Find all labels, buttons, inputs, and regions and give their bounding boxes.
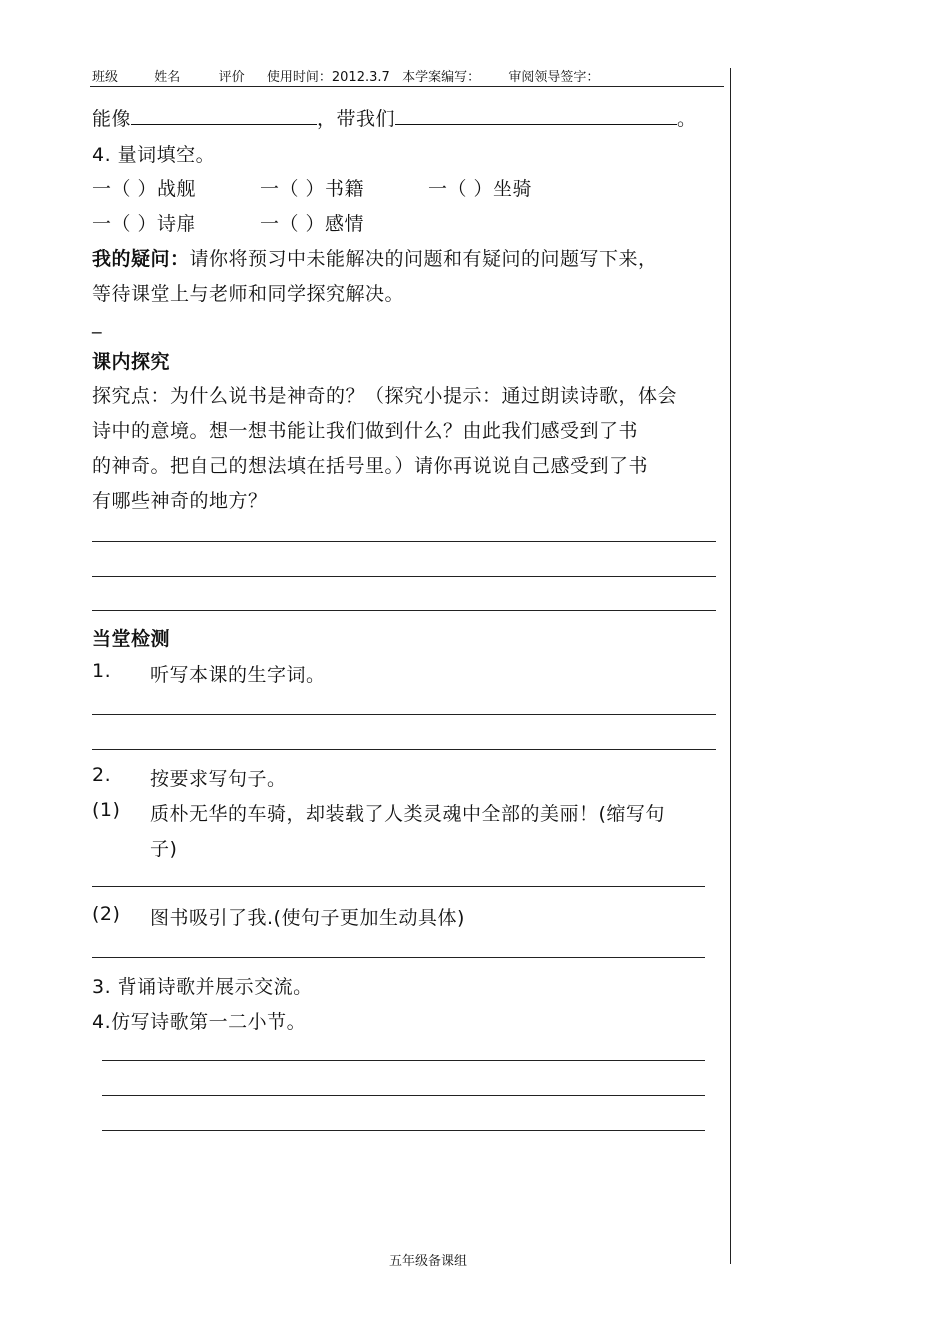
fill-in-line: 能像 ，带我们 。 bbox=[92, 104, 697, 131]
answer-line[interactable] bbox=[102, 1060, 705, 1061]
answer-blank[interactable] bbox=[395, 104, 677, 125]
question-line-2: 等待课堂上与老师和同学探究解决。 bbox=[92, 283, 405, 305]
measure-word-blank[interactable]: 一（ ）感情 bbox=[260, 213, 365, 235]
answer-line[interactable] bbox=[102, 1095, 705, 1096]
answer-line[interactable] bbox=[92, 886, 705, 887]
measure-word-blank[interactable]: 一（ ）战舰 bbox=[92, 178, 197, 200]
footer-text: 五年级备课组 bbox=[389, 1254, 468, 1269]
test-heading: 当堂检测 bbox=[92, 628, 171, 650]
sub1-text-cont: 子) bbox=[150, 838, 178, 860]
answer-line[interactable] bbox=[92, 714, 716, 715]
answer-line[interactable] bbox=[102, 1130, 705, 1131]
item1-text: 听写本课的生字词。 bbox=[150, 664, 326, 686]
answer-line[interactable] bbox=[92, 610, 716, 611]
reviewer-label: 审阅领导签字： bbox=[508, 70, 600, 85]
measure-word-blank[interactable]: 一（ ）坐骑 bbox=[428, 178, 533, 200]
stray-mark: _ bbox=[92, 312, 102, 334]
answer-line[interactable] bbox=[92, 576, 716, 577]
explore-text: 有哪些神奇的地方？ bbox=[92, 490, 268, 512]
sub2-number: (2) bbox=[92, 903, 121, 925]
answer-line[interactable] bbox=[92, 541, 716, 542]
item2-text: 按要求写句子。 bbox=[150, 768, 287, 790]
sub1-number: (1) bbox=[92, 799, 121, 821]
name-label: 姓名 bbox=[154, 70, 181, 85]
margin-line bbox=[730, 68, 731, 1264]
explore-text: 的神奇。把自己的想法填在括号里。）请你再说说自己感受到了书 bbox=[92, 455, 649, 477]
class-label: 班级 bbox=[92, 70, 119, 85]
item2-number: 2. bbox=[92, 764, 112, 786]
item1-number: 1. bbox=[92, 660, 112, 682]
use-time: 使用时间：2012.3.7 bbox=[266, 70, 390, 85]
q4-title: 4. 量词填空。 bbox=[92, 144, 216, 166]
header-bar bbox=[92, 66, 599, 85]
answer-blank[interactable] bbox=[131, 104, 317, 125]
answer-line[interactable] bbox=[92, 749, 716, 750]
explore-text: 探究点：为什么说书是神奇的？（探究小提示：通过朗读诗歌，体会 bbox=[92, 385, 678, 407]
question-label: 我的疑问： bbox=[92, 248, 190, 270]
measure-word-blank[interactable]: 一（ ）诗扉 bbox=[92, 213, 197, 235]
answer-line[interactable] bbox=[92, 957, 705, 958]
item4-text: 4.仿写诗歌第一二小节。 bbox=[92, 1011, 307, 1033]
author-label: 本学案编写： bbox=[402, 70, 481, 85]
item3-text: 3. 背诵诗歌并展示交流。 bbox=[92, 976, 313, 998]
eval-label: 评价 bbox=[218, 70, 245, 85]
measure-word-blank[interactable]: 一（ ）书籍 bbox=[260, 178, 365, 200]
header-rule bbox=[90, 86, 724, 87]
sub1-text: 质朴无华的车骑，却装载了人类灵魂中全部的美丽！(缩写句 bbox=[150, 803, 665, 825]
explore-text: 诗中的意境。想一想书能让我们做到什么？由此我们感受到了书 bbox=[92, 420, 639, 442]
question-line-1: 我的疑问：请你将预习中未能解决的问题和有疑问的问题写下来， bbox=[92, 248, 658, 270]
explore-heading: 课内探究 bbox=[92, 351, 171, 373]
sub2-text: 图书吸引了我.(使句子更加生动具体) bbox=[150, 907, 465, 929]
